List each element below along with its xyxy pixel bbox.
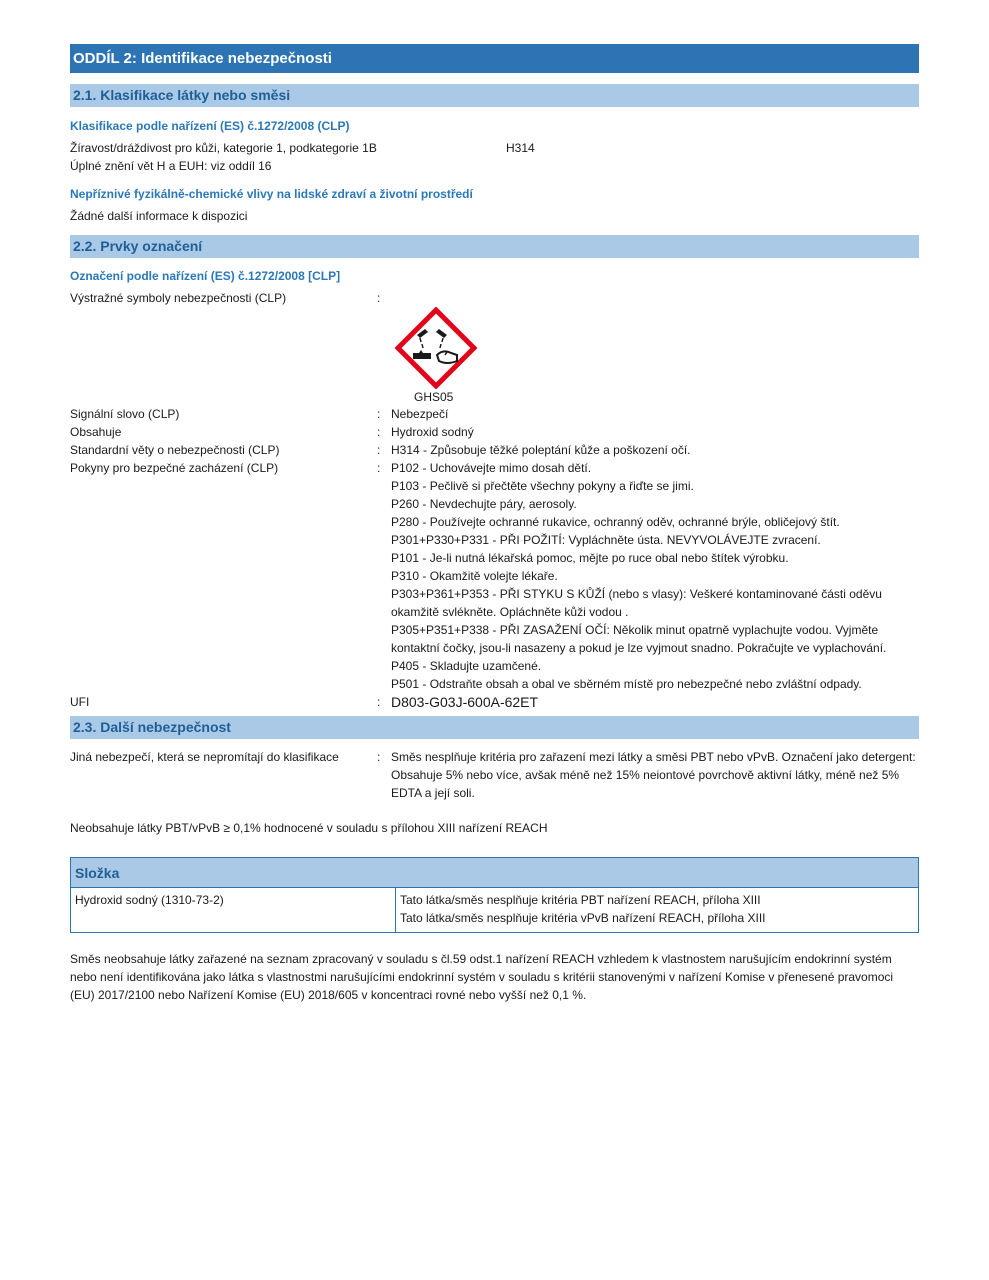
contains-value: Hydroxid sodný	[391, 425, 474, 439]
colon: :	[377, 425, 381, 439]
classification-text: Žíravost/dráždivost pro kůži, kategorie 1, podkategorie 1B	[70, 141, 377, 155]
precautionary-statements-label: Pokyny pro bezpečné zacházení (CLP)	[70, 461, 279, 475]
ufi-label: UFI	[70, 695, 90, 709]
colon: :	[377, 407, 381, 421]
clp-classification-heading: Klasifikace podle nařízení (ES) č.1272/2008 (CLP)	[70, 119, 350, 133]
component-table-header: Složka	[71, 858, 919, 888]
substance-name: Hydroxid sodný (1310-73-2)	[71, 888, 396, 933]
adverse-effects-text: Žádné další informace k dispozici	[70, 209, 248, 223]
labelling-heading: Označení podle nařízení (ES) č.1272/2008 [CLP]	[70, 269, 341, 283]
pictogram-label: Výstražné symboly nebezpečnosti (CLP)	[70, 291, 287, 305]
precautionary-statements-list	[391, 459, 919, 693]
colon: :	[377, 695, 381, 709]
endocrine-note: Směs neobsahuje látky zařazené na seznam zpracovaný v souladu s čl.59 odst.1 nařízení REACH vzhledem k vlastnostem narušujícím endokrinní systém nebo není identifikována jako látka s vlastnostmi narušujícími endokrinní systém v souladu s kritérii stanovenými v nařízení Komise v přenesené pravomoci (EU) 2017/2100 nebo Nařízení Komise (EU) 2018/605 v koncentraci rovné nebo vyšší než 0,1 %.	[70, 952, 894, 1002]
hazard-statements-row	[70, 441, 919, 459]
precaution-item: P310 - Okamžitě volejte lékaře.	[391, 569, 558, 583]
adverse-effects-heading: Nepříznivé fyzikálně-chemické vlivy na lidské zdraví a životní prostředí	[70, 187, 473, 201]
precaution-item: P280 - Používejte ochranné rukavice, ochranný oděv, ochranné brýle, obličejový štít.	[391, 515, 840, 529]
precaution-item: P303+P361+P353 - PŘI STYKU S KŮŽÍ (nebo s vlasy): Veškeré kontaminované části oděvu okamžitě svlékněte. Opláchněte kůži vodou .	[391, 587, 882, 619]
ufi-value: D803-G03J-600A-62ET	[391, 694, 539, 710]
precautionary-statements-row	[70, 459, 919, 693]
colon: :	[377, 443, 381, 457]
hazard-statements-label: Standardní věty o nebezpečnosti (CLP)	[70, 443, 280, 457]
section-2-header: ODDÍL 2: Identifikace nebezpečnosti	[70, 44, 919, 73]
signal-word-value: Nebezpečí	[391, 407, 449, 421]
precaution-item: P103 - Pečlivě si přečtěte všechny pokyny a řiďte se jimi.	[391, 479, 694, 493]
section-2-3-header: 2.3. Další nebezpečnost	[70, 716, 919, 739]
sds-page	[70, 44, 919, 1004]
signal-word-row	[70, 405, 919, 423]
vpvb-assessment: Tato látka/směs nesplňuje kritéria vPvB nařízení REACH, příloha XIII	[400, 911, 766, 925]
ufi-row	[70, 693, 919, 711]
precaution-item: P301+P330+P331 - PŘI POŽITÍ: Vypláchněte ústa. NEVYVOLÁVEJTE zvracení.	[391, 533, 821, 547]
section-2-1-header: 2.1. Klasifikace látky nebo směsi	[70, 84, 919, 107]
precaution-item: P102 - Uchovávejte mimo dosah dětí.	[391, 461, 592, 475]
classification-line	[70, 139, 919, 157]
pbt-assessment: Tato látka/směs nesplňuje kritéria PBT nařízení REACH, příloha XIII	[400, 893, 761, 907]
precaution-item: P260 - Nevdechujte páry, aerosoly.	[391, 497, 577, 511]
contains-row	[70, 423, 919, 441]
pictogram-row	[70, 289, 919, 307]
pbt-note: Neobsahuje látky PBT/vPvB ≥ 0,1% hodnocené v souladu s přílohou XIII nařízení REACH	[70, 821, 548, 835]
pictogram-code: GHS05	[414, 390, 454, 404]
section-2-2-header: 2.2. Prvky označení	[70, 235, 919, 258]
other-hazards-row	[70, 748, 919, 802]
precaution-item: P101 - Je-li nutná lékařská pomoc, mějte po ruce obal nebo štítek výrobku.	[391, 551, 789, 565]
component-table-header-row	[71, 858, 919, 888]
table-row	[71, 888, 919, 933]
colon: :	[377, 750, 381, 764]
ghs05-pictogram	[391, 307, 511, 405]
signal-word-label: Signální slovo (CLP)	[70, 407, 180, 421]
precaution-item: P405 - Skladujte uzamčené.	[391, 659, 542, 673]
colon: :	[377, 291, 381, 305]
other-hazards-label: Jiná nebezpečí, která se nepromítají do klasifikace	[70, 750, 339, 764]
contains-label: Obsahuje	[70, 425, 122, 439]
corrosion-icon	[395, 307, 477, 389]
precaution-item: P501 - Odstraňte obsah a obal ve sběrném místě pro nebezpečné nebo zvláštní odpady.	[391, 677, 862, 691]
other-hazards-value: Směs nesplňuje kritéria pro zařazení mezi látky a směsi PBT nebo vPvB. Označení jako detergent: Obsahuje 5% nebo více, avšak méně než 15% neiontové povrchově aktivní látky, méně než 5% EDTA a její soli.	[391, 750, 916, 800]
component-table	[70, 857, 919, 933]
full-text-reference: Úplné znění vět H a EUH: viz oddíl 16	[70, 159, 272, 173]
precaution-item: P305+P351+P338 - PŘI ZASAŽENÍ OČÍ: Několik minut opatrně vyplachujte vodou. Vyjměte kontaktní čočky, jsou-li nasazeny a pokud je lze vyjmout snadno. Pokračujte ve vyplachování.	[391, 623, 887, 655]
substance-assessment	[396, 888, 919, 933]
hazard-statements-value: H314 - Způsobuje těžké poleptání kůže a poškození očí.	[391, 443, 691, 457]
hazard-code: H314	[506, 141, 535, 155]
colon: :	[377, 461, 381, 475]
